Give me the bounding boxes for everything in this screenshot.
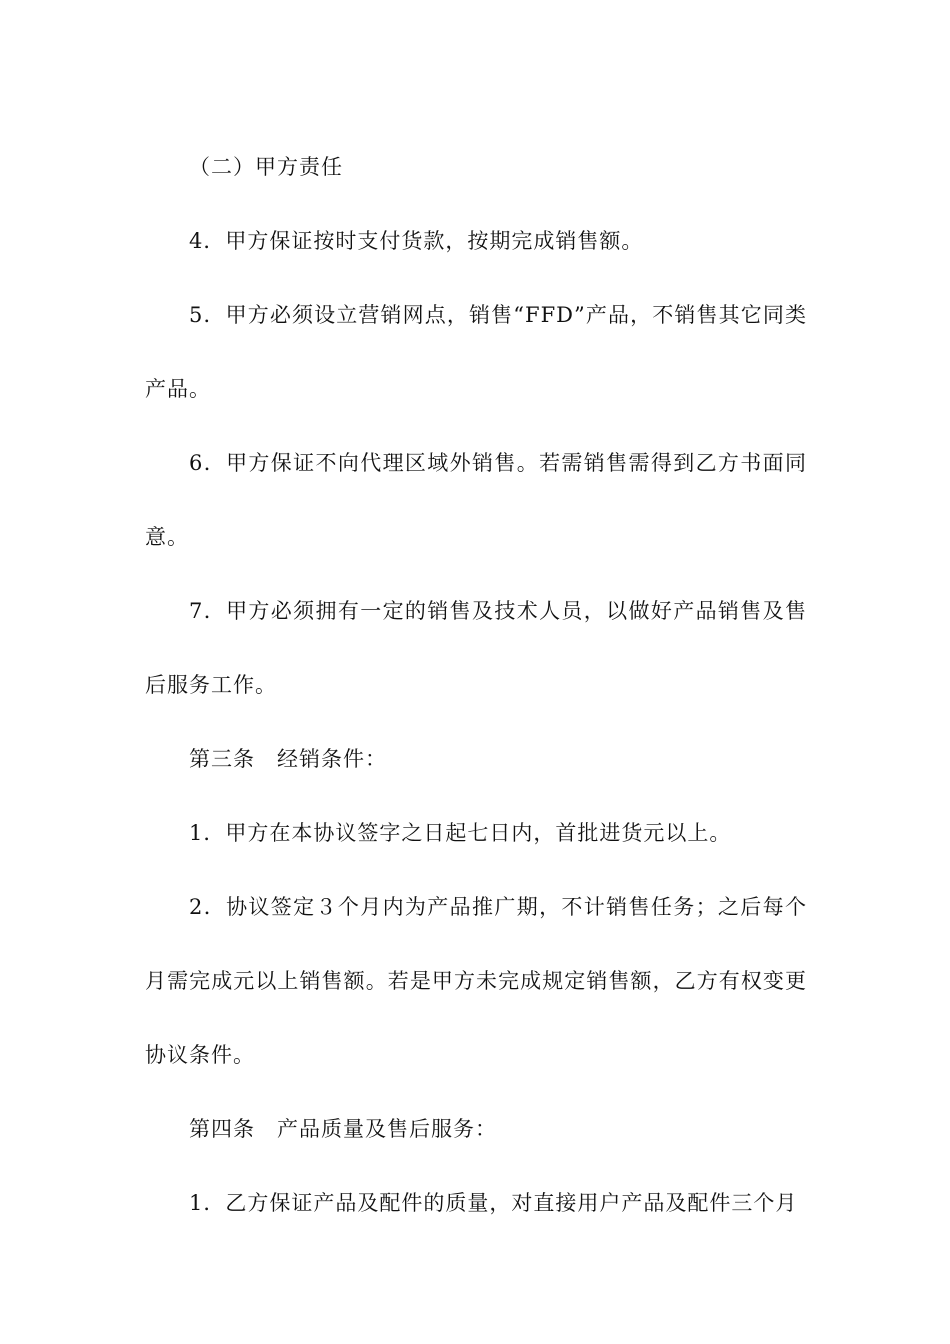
clause-paragraph: 1．甲方在本协议签字之日起七日内，首批进货元以上。: [189, 821, 732, 845]
section-heading-party-a-responsibility: （二）甲方责任: [189, 155, 343, 179]
clause-paragraph: 2．协议签定３个月内为产品推广期，不计销售任务；之后每个月需完成元以上销售额。若是甲方未完成规定销售额，乙方有权变更协议条件。: [145, 895, 807, 1067]
clause-paragraph: 4．甲方保证按时支付货款，按期完成销售额。: [189, 229, 644, 253]
document-body: [145, 130, 807, 1240]
clause-paragraph: 1．乙方保证产品及配件的质量，对直接用户产品及配件三个月: [189, 1191, 798, 1215]
article-heading-distribution-conditions: 第三条 经销条件：: [189, 747, 387, 771]
clause-paragraph: 6．甲方保证不向代理区域外销售。若需销售需得到乙方书面同意。: [145, 451, 807, 549]
article-heading-quality-and-service: 第四条 产品质量及售后服务：: [189, 1117, 497, 1141]
clause-paragraph: 5．甲方必须设立营销网点，销售“FFD”产品，不销售其它同类产品。: [145, 303, 807, 401]
clause-paragraph: 7．甲方必须拥有一定的销售及技术人员，以做好产品销售及售后服务工作。: [145, 599, 807, 697]
